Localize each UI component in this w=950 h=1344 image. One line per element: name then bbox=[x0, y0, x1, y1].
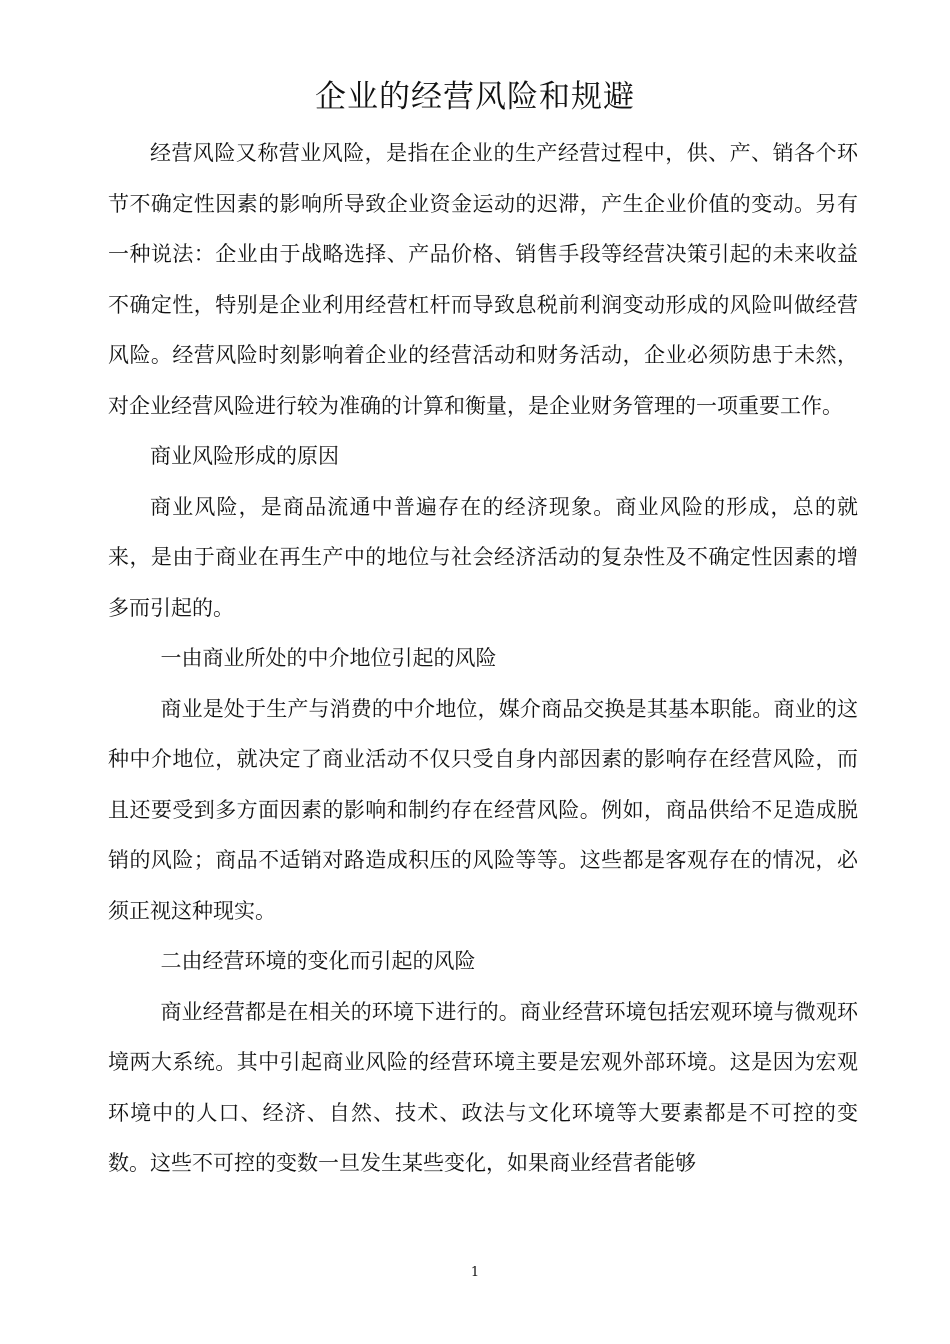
paragraph-environment-change: 商业经营都是在相关的环境下进行的。商业经营环境包括宏观环境与微观环境两大系统。其中引起商业风险的经营环境主要是宏观外部环境。这是因为宏观环境中的人口、经济、自然、技术、政法与文化环境等大要素都是不可控的变数。这些不可控的变数一旦发生某些变化，如果商业经营者能够 bbox=[108, 999, 858, 1175]
paragraph-intro: 经营风险又称营业风险，是指在企业的生产经营过程中，供、产、销各个环节不确定性因素的影响所导致企业资金运动的迟滞，产生企业价值的变动。另有一种说法：企业由于战略选择、产品价格、销售手段等经营决策引起的未来收益不确定性，特别是企业利用经营杠杆而导致息税前利润变动形成的风险叫做经营风险。经营风险时刻影响着企业的经营活动和财务活动，企业必须防患于未然，对企业经营风险进行较为准确的计算和衡量，是企业财务管理的一项重要工作。 bbox=[108, 141, 858, 418]
document-body bbox=[108, 128, 858, 1189]
paragraph-commercial-risk: 商业风险，是商品流通中普遍存在的经济现象。商业风险的形成，总的就来，是由于商业在再生产中的地位与社会经济活动的复杂性及不确定性因素的增多而引起的。 bbox=[108, 494, 858, 620]
paragraph-intermediary-position: 商业是处于生产与消费的中介地位，媒介商品交换是其基本职能。商业的这种中介地位，就决定了商业活动不仅只受自身内部因素的影响存在经营风险，而且还要受到多方面因素的影响和制约存在经营风险。例如，商品供给不足造成脱销的风险；商品不适销对路造成积压的风险等等。这些都是客观存在的情况，必须正视这种现实。 bbox=[108, 696, 858, 923]
section-heading-causes: 商业风险形成的原因 bbox=[150, 444, 339, 468]
subheading-intermediary-position: 一由商业所处的中介地位引起的风险 bbox=[160, 646, 497, 670]
subheading-environment-change: 二由经营环境的变化而引起的风险 bbox=[160, 949, 476, 973]
document-title: 企业的经营风险和规避 bbox=[315, 79, 635, 115]
page-number: 1 bbox=[470, 1265, 480, 1280]
